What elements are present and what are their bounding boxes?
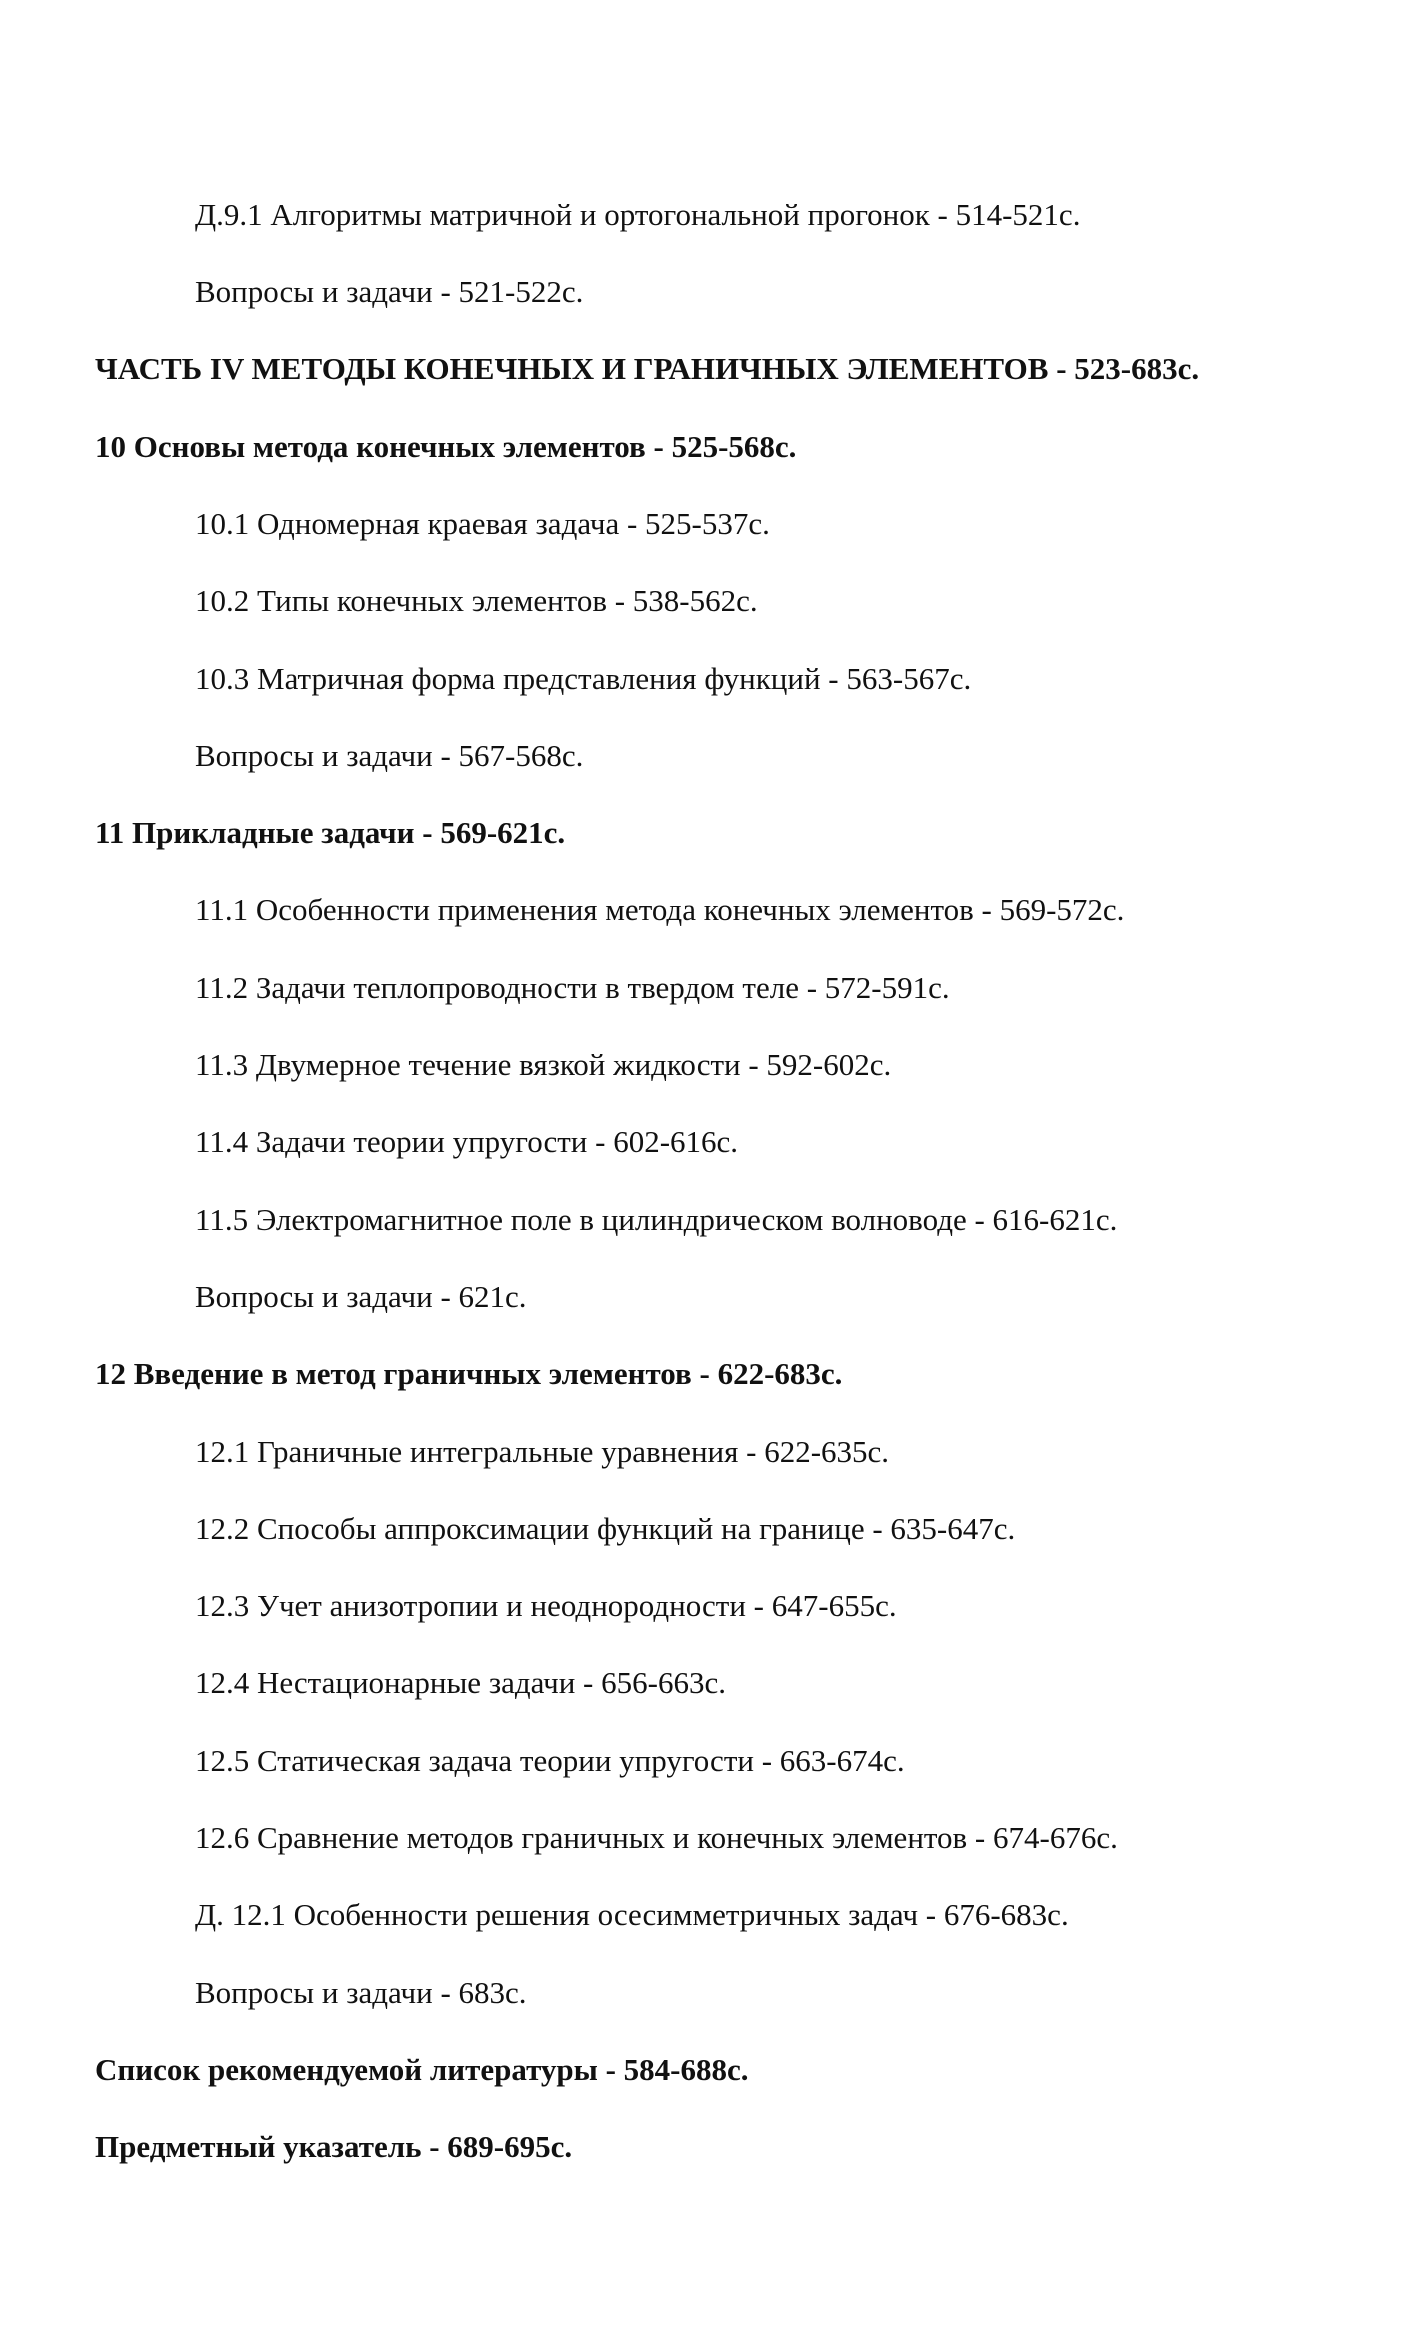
toc-chapter-11-heading: 11 Прикладные задачи - 569-621с. (95, 815, 566, 850)
toc-entry-questions-ch11: Вопросы и задачи - 621с. (195, 1279, 527, 1314)
toc-entry-questions-ch9: Вопросы и задачи - 521-522с. (195, 274, 584, 309)
toc-entry-11-3: 11.3 Двумерное течение вязкой жидкости - 592-602с. (195, 1047, 892, 1082)
toc-entry-questions-ch12: Вопросы и задачи - 683с. (195, 1975, 527, 2010)
toc-entry-12-3: 12.3 Учет анизотропии и неоднородности - 647-655с. (195, 1588, 897, 1623)
toc-chapter-12-heading: 12 Введение в метод граничных элементов - 622-683с. (95, 1356, 843, 1391)
toc-part-iv-heading: ЧАСТЬ IV МЕТОДЫ КОНЕЧНЫХ И ГРАНИЧНЫХ ЭЛЕМЕНТОВ - 523-683с. (95, 351, 1200, 386)
toc-entry-10-1: 10.1 Одномерная краевая задача - 525-537с. (195, 506, 770, 541)
toc-entry-12-4: 12.4 Нестационарные задачи - 656-663с. (195, 1665, 726, 1700)
toc-entry-12-2: 12.2 Способы аппроксимации функций на границе - 635-647с. (195, 1511, 1016, 1546)
toc-entry-11-5: 11.5 Электромагнитное поле в цилиндрическом волноводе - 616-621с. (195, 1202, 1118, 1237)
toc-chapter-10-heading: 10 Основы метода конечных элементов - 525-568с. (95, 429, 797, 464)
toc-entry-11-2: 11.2 Задачи теплопроводности в твердом теле - 572-591с. (195, 970, 950, 1005)
toc-entry-d12-1: Д. 12.1 Особенности решения осесимметричных задач - 676-683с. (195, 1897, 1069, 1932)
toc-entry-questions-ch10: Вопросы и задачи - 567-568с. (195, 738, 584, 773)
toc-entry-11-1: 11.1 Особенности применения метода конечных элементов - 569-572с. (195, 892, 1125, 927)
toc-entry-d9-1: Д.9.1 Алгоритмы матричной и ортогональной прогонок - 514-521с. (195, 197, 1081, 232)
toc-entry-12-1: 12.1 Граничные интегральные уравнения - 622-635с. (195, 1434, 890, 1469)
toc-subject-index-heading: Предметный указатель - 689-695с. (95, 2129, 573, 2164)
toc-bibliography-heading: Список рекомендуемой литературы - 584-688с. (95, 2052, 749, 2087)
toc-entry-11-4: 11.4 Задачи теории упругости - 602-616с. (195, 1124, 739, 1159)
toc-entry-12-6: 12.6 Сравнение методов граничных и конечных элементов - 674-676с. (195, 1820, 1118, 1855)
toc-entry-12-5: 12.5 Статическая задача теории упругости - 663-674с. (195, 1743, 905, 1778)
toc-entry-10-3: 10.3 Матричная форма представления функций - 563-567с. (195, 661, 972, 696)
toc-entry-10-2: 10.2 Типы конечных элементов - 538-562с. (195, 583, 758, 618)
